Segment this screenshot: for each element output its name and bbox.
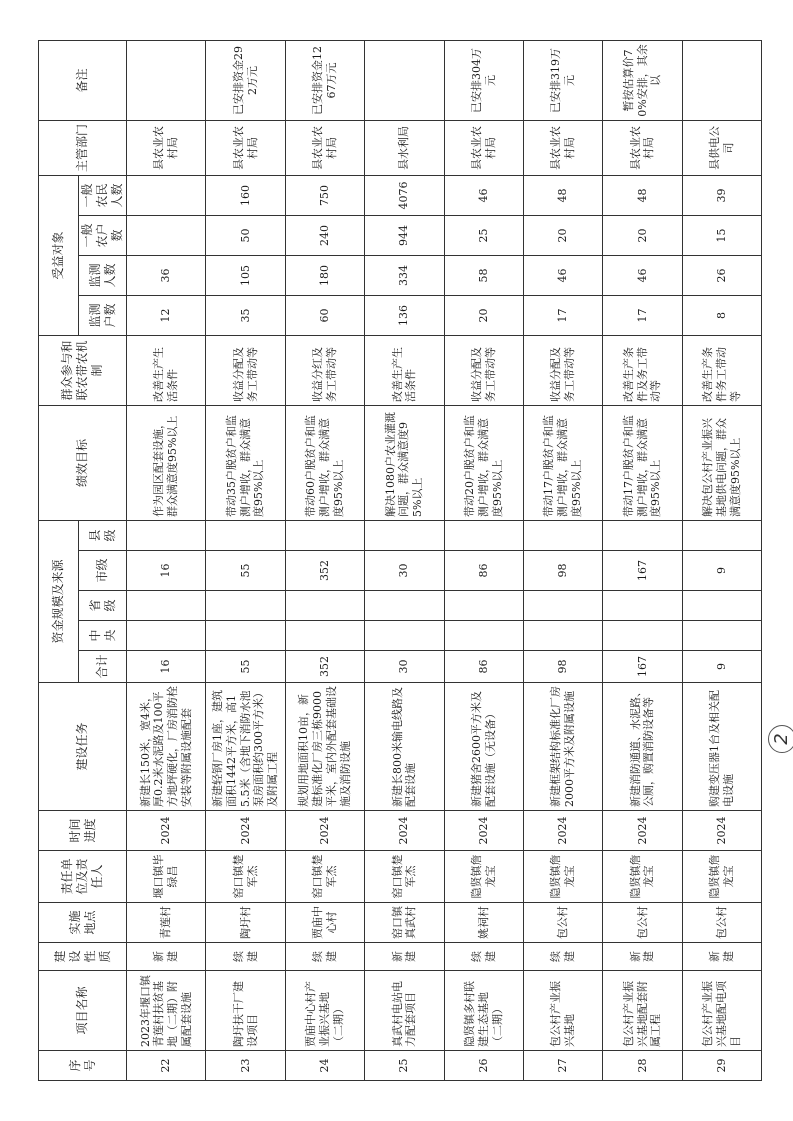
cell-seq: 29 (682, 1051, 761, 1081)
cell-g-pp: 750 (285, 175, 364, 215)
cell-g-pp: 46 (444, 175, 523, 215)
header-nature: 建设性质 (39, 943, 127, 971)
cell-central (603, 621, 682, 651)
cell-g-hh: 240 (285, 216, 364, 256)
cell-m-pp: 58 (444, 256, 523, 296)
cell-city: 16 (127, 551, 206, 591)
table-row (523, 40, 602, 1080)
cell-dept: 县农业农村局 (603, 120, 682, 175)
cell-site: 包公村 (603, 903, 682, 943)
cell-nature: 新建 (682, 943, 761, 971)
cell-central (682, 621, 761, 651)
cell-nature: 新建 (603, 943, 682, 971)
cell-province (682, 591, 761, 621)
cell-mech: 改善生产条件务工带动等 (682, 336, 761, 406)
cell-g-hh: 20 (523, 216, 602, 256)
table-row (603, 40, 682, 1080)
cell-nature: 续建 (444, 943, 523, 971)
cell-mech: 收益分配及务工带动等 (444, 336, 523, 406)
cell-m-hh: 20 (444, 296, 523, 336)
cell-county (365, 521, 444, 551)
header-province: 省级 (79, 591, 127, 621)
header-resp: 责任单位及责任人 (39, 851, 127, 903)
cell-province (127, 591, 206, 621)
cell-nature: 续建 (206, 943, 285, 971)
cell-city: 98 (523, 551, 602, 591)
cell-g-pp: 48 (603, 175, 682, 215)
cell-site: 陶圩村 (206, 903, 285, 943)
table-row (285, 40, 364, 1080)
cell-county (206, 521, 285, 551)
cell-task: 新建长800米输电线路及配套设施 (365, 683, 444, 811)
cell-total: 167 (603, 651, 682, 683)
cell-mech: 收益分红及务工带动等 (285, 336, 364, 406)
header-total: 合计 (79, 651, 127, 683)
table-row (365, 40, 444, 1080)
cell-m-pp: 46 (523, 256, 602, 296)
header-site: 实施地点 (39, 903, 127, 943)
cell-city: 9 (682, 551, 761, 591)
cell-city: 352 (285, 551, 364, 591)
cell-dept: 县农业农村局 (127, 120, 206, 175)
cell-m-pp: 26 (682, 256, 761, 296)
cell-g-pp: 48 (523, 175, 602, 215)
cell-site: 姚祠村 (444, 903, 523, 943)
cell-seq: 27 (523, 1051, 602, 1081)
cell-dept: 县供电公司 (682, 120, 761, 175)
cell-perf: 解决包公村产业振兴基地供电问题，群众满意度95%以上 (682, 406, 761, 521)
cell-time: 2024 (285, 811, 364, 851)
table-row (682, 40, 761, 1080)
cell-note (127, 40, 206, 120)
cell-nature: 续建 (285, 943, 364, 971)
cell-perf: 带动60户脱贫户和监测户增收，群众满意度95%以上 (285, 406, 364, 521)
cell-total: 86 (444, 651, 523, 683)
cell-site: 包公村 (523, 903, 602, 943)
cell-county (285, 521, 364, 551)
cell-task: 新建轻钢厂房1座，建筑面积1442平方米，高15.5米（含地下消防水池泵房面积约300平方米）及附属工程 (206, 683, 285, 811)
table-row (127, 40, 206, 1080)
cell-province (523, 591, 602, 621)
cell-task: 新建猪舍2600平方米及配套设施（无设备） (444, 683, 523, 811)
cell-dept: 县农业农村局 (206, 120, 285, 175)
cell-m-hh: 17 (603, 296, 682, 336)
cell-name: 陶圩扶干厂建设项目 (206, 971, 285, 1051)
cell-name: 贾庙中心村产业振兴基地（二期） (285, 971, 364, 1051)
cell-province (365, 591, 444, 621)
header-county: 县级 (79, 521, 127, 551)
cell-seq: 28 (603, 1051, 682, 1081)
cell-g-pp: 160 (206, 175, 285, 215)
cell-county (444, 521, 523, 551)
cell-g-hh: 50 (206, 216, 285, 256)
cell-m-pp: 334 (365, 256, 444, 296)
cell-dept: 县农业农村局 (444, 120, 523, 175)
cell-m-pp: 105 (206, 256, 285, 296)
cell-seq: 23 (206, 1051, 285, 1081)
cell-name: 包公村产业振兴基地配套附属工程 (603, 971, 682, 1051)
header-beneficiaries: 受益对象 (39, 175, 79, 335)
cell-g-hh: 20 (603, 216, 682, 256)
cell-city: 55 (206, 551, 285, 591)
cell-central (444, 621, 523, 651)
cell-note (365, 40, 444, 120)
cell-task: 新建长150米，宽4米，厚0.2米水泥路及100平方地坪硬化，厂房消防栓安装等附属设施配套 (127, 683, 206, 811)
cell-mech: 改善生产生活条件 (365, 336, 444, 406)
cell-city: 86 (444, 551, 523, 591)
cell-resp: 隐贤镇詹龙宝 (444, 851, 523, 903)
cell-nature: 新建 (365, 943, 444, 971)
cell-time: 2024 (444, 811, 523, 851)
cell-m-hh: 8 (682, 296, 761, 336)
header-note: 备注 (39, 40, 127, 120)
cell-note: 暂按估算价70%安排，其余以 (603, 40, 682, 120)
cell-site: 贾庙中心村 (285, 903, 364, 943)
cell-g-pp: 39 (682, 175, 761, 215)
cell-m-pp: 46 (603, 256, 682, 296)
cell-name: 2023年堰口镇青莲村扶贫基地（二期）附属配套设施 (127, 971, 206, 1051)
header-general-people: 一般农民人数 (79, 175, 127, 215)
header-task: 建设任务 (39, 683, 127, 811)
cell-task: 规划用地面积10亩，新建标准化厂房三栋9000平米，室内外配套基础设施及消防设施 (285, 683, 364, 811)
cell-note: 已安排资金292万元 (206, 40, 285, 120)
cell-time: 2024 (127, 811, 206, 851)
cell-county (127, 521, 206, 551)
cell-m-hh: 136 (365, 296, 444, 336)
cell-total: 98 (523, 651, 602, 683)
cell-name: 包公村产业振兴基地配电项目 (682, 971, 761, 1051)
cell-resp: 隐贤镇詹龙宝 (682, 851, 761, 903)
cell-dept: 县水利局 (365, 120, 444, 175)
cell-perf: 带动17户脱贫户和监测户增收，群众满意度95%以上 (603, 406, 682, 521)
cell-central (523, 621, 602, 651)
cell-task: 新建框架结构标准化厂房2000平方米及附属设施 (523, 683, 602, 811)
cell-county (523, 521, 602, 551)
header-mech: 群众参与和联农带农机制 (39, 336, 127, 406)
cell-note: 已安排304万元 (444, 40, 523, 120)
cell-time: 2024 (603, 811, 682, 851)
header-name: 项目名称 (39, 971, 127, 1051)
cell-perf: 解决1080户农业灌溉问题，群众满意度95%以上 (365, 406, 444, 521)
cell-dept: 县农业农村局 (523, 120, 602, 175)
cell-site: 青莲村 (127, 903, 206, 943)
cell-site: 包公村 (682, 903, 761, 943)
cell-m-pp: 180 (285, 256, 364, 296)
cell-province (206, 591, 285, 621)
page-number-label: 2 (768, 725, 793, 753)
cell-county (603, 521, 682, 551)
cell-province (444, 591, 523, 621)
cell-g-hh: 944 (365, 216, 444, 256)
cell-g-hh: 15 (682, 216, 761, 256)
header-funds-group: 资金规模及来源 (39, 521, 79, 683)
cell-mech: 改善生产生活条件 (127, 336, 206, 406)
cell-city: 30 (365, 551, 444, 591)
header-perf: 绩效目标 (39, 406, 127, 521)
cell-task: 新建消防通道、水泥路、公厕，购置消防设备等 (603, 683, 682, 811)
cell-province (285, 591, 364, 621)
table-row (206, 40, 285, 1080)
cell-site: 窑口镇真武村 (365, 903, 444, 943)
cell-total: 55 (206, 651, 285, 683)
cell-nature: 续建 (523, 943, 602, 971)
header-general-households: 一般农户数 (79, 216, 127, 256)
cell-central (365, 621, 444, 651)
header-monitor-people: 监测人数 (79, 256, 127, 296)
cell-resp: 隐贤镇詹龙宝 (523, 851, 602, 903)
header-dept: 主管部门 (39, 120, 127, 175)
header-seq: 序号 (39, 1051, 127, 1081)
cell-name: 隐贤镇多村联建生态基地（二期） (444, 971, 523, 1051)
cell-perf: 作为园区配套设施，群众满意度95%以上 (127, 406, 206, 521)
cell-perf: 带动20户脱贫户和监测户增收，群众满意度95%以上 (444, 406, 523, 521)
cell-g-pp (127, 175, 206, 215)
cell-time: 2024 (365, 811, 444, 851)
cell-m-hh: 12 (127, 296, 206, 336)
cell-county (682, 521, 761, 551)
cell-note: 已安排资金1267万元 (285, 40, 364, 120)
cell-seq: 25 (365, 1051, 444, 1081)
cell-m-pp: 36 (127, 256, 206, 296)
cell-time: 2024 (682, 811, 761, 851)
cell-seq: 26 (444, 1051, 523, 1081)
table-row (444, 40, 523, 1080)
header-monitor-households: 监测户数 (79, 296, 127, 336)
header-time: 时间进度 (39, 811, 127, 851)
cell-central (127, 621, 206, 651)
cell-central (206, 621, 285, 651)
header-central: 中央 (79, 621, 127, 651)
cell-mech: 收益分配及务工带动等 (206, 336, 285, 406)
cell-note (682, 40, 761, 120)
cell-note: 已安排319万元 (523, 40, 602, 120)
cell-resp: 隐贤镇詹龙宝 (603, 851, 682, 903)
cell-m-hh: 60 (285, 296, 364, 336)
cell-resp: 堰口镇毕绿昌 (127, 851, 206, 903)
cell-seq: 24 (285, 1051, 364, 1081)
cell-time: 2024 (523, 811, 602, 851)
cell-resp: 窑口镇楚军杰 (365, 851, 444, 903)
cell-g-pp: 4076 (365, 175, 444, 215)
cell-m-hh: 17 (523, 296, 602, 336)
cell-total: 9 (682, 651, 761, 683)
cell-perf: 带动35户脱贫户和监测户增收，群众满意度95%以上 (206, 406, 285, 521)
cell-task: 购建变压器1台及相关配电设施 (682, 683, 761, 811)
cell-total: 30 (365, 651, 444, 683)
project-table (38, 40, 762, 1081)
cell-total: 352 (285, 651, 364, 683)
cell-nature: 新建 (127, 943, 206, 971)
cell-name: 包公村产业振兴基地 (523, 971, 602, 1051)
page-number (768, 725, 793, 753)
cell-m-hh: 35 (206, 296, 285, 336)
cell-name: 真武村电站电力配套项目 (365, 971, 444, 1051)
cell-seq: 22 (127, 1051, 206, 1081)
cell-resp: 窑口镇楚军杰 (285, 851, 364, 903)
cell-mech: 改善生产条件及务工带动等 (603, 336, 682, 406)
cell-perf: 带动17户脱贫户和监测户增收，群众满意度95%以上 (523, 406, 602, 521)
cell-province (603, 591, 682, 621)
cell-g-hh: 25 (444, 216, 523, 256)
cell-dept: 县农业农村局 (285, 120, 364, 175)
header-city: 市级 (79, 551, 127, 591)
cell-time: 2024 (206, 811, 285, 851)
cell-central (285, 621, 364, 651)
cell-g-hh (127, 216, 206, 256)
cell-resp: 窑口镇楚军杰 (206, 851, 285, 903)
cell-city: 167 (603, 551, 682, 591)
cell-mech: 收益分配及务工带动等 (523, 336, 602, 406)
cell-total: 16 (127, 651, 206, 683)
